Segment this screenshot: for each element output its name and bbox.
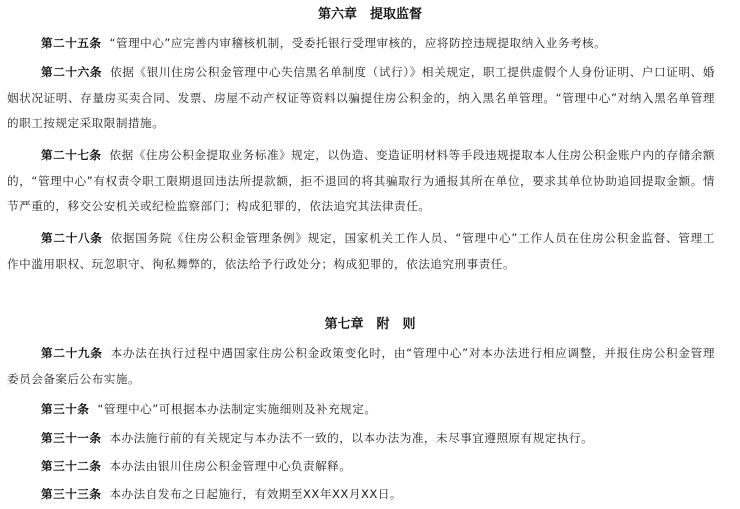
article-text: 依据《银川住房公积金管理中心失信黑名单制度（试行）》相关规定，职工提供虚假个人身份证明、户口证明、婚姻状况证明、存量房买卖合同、发票、房屋不动产权证等资料以骗提住房公积金的，纳入黑名单管理。“管理中心”对纳入黑名单管理的职工按规定采取限制措施。 (7, 65, 715, 130)
chapter-7-title: 第七章 附 则 (324, 317, 416, 332)
article-number: 第二十七条 (41, 148, 102, 162)
article-27 (7, 143, 715, 220)
article-30 (7, 397, 715, 423)
article-28 (7, 226, 715, 277)
article-26 (7, 60, 715, 137)
article-number: 第二十六条 (41, 65, 103, 79)
article-29 (7, 341, 715, 392)
chapter-6-title: 第六章 提取监督 (317, 7, 422, 22)
article-number: 第二十九条 (41, 346, 103, 360)
article-number: 第三十三条 (41, 487, 102, 501)
article-text: 本办法由银川住房公积金管理中心负责解释。 (109, 459, 352, 473)
article-number: 第三十条 (41, 402, 90, 416)
article-text: 本办法自发布之日起施行，有效期至XX年XX月XX日。 (109, 487, 403, 501)
article-text: “管理中心”应完善内审稽核机制，受委托银行受理审核的，应将防控违规提取纳入业务考核。 (109, 36, 607, 50)
article-number: 第三十一条 (41, 431, 102, 445)
article-number: 第二十五条 (41, 36, 102, 50)
article-25 (7, 31, 715, 57)
article-number: 第三十二条 (41, 459, 102, 473)
article-text: 本办法在执行过程中遇国家住房公积金政策变化时，由“管理中心”对本办法进行相应调整，并报住房公积金管理委员会备案后公布实施。 (7, 346, 715, 386)
article-text: 本办法施行前的有关规定与本办法不一致的，以本办法为准，未尽事宜遵照原有规定执行。 (109, 431, 594, 445)
article-number: 第二十八条 (41, 231, 103, 245)
article-text: “管理中心”可根据本办法制定实施细则及补充规定。 (97, 402, 377, 416)
article-33 (7, 482, 715, 508)
article-text: 依据《住房公积金提取业务标准》规定，以伪造、变造证明材料等手段违规提取本人住房公积金账户内的存储余额的，“管理中心”有权责令职工限期退回违法所提款额，拒不退回的将其骗取行为通报其所在单位，要求其单位协助追回提取金额。情节严重的，移交公安机关或纪检监察部门；构成犯罪的，依法追究其法律责任。 (7, 148, 715, 213)
article-text: 依据国务院《住房公积金管理条例》规定，国家机关工作人员、“管理中心”工作人员在住房公积金监督、管理工作中滥用职权、玩忽职守、徇私舞弊的，依法给予行政处分；构成犯罪的，依法追究刑事责任。 (7, 231, 715, 271)
article-31 (7, 426, 715, 452)
article-32 (7, 454, 715, 480)
